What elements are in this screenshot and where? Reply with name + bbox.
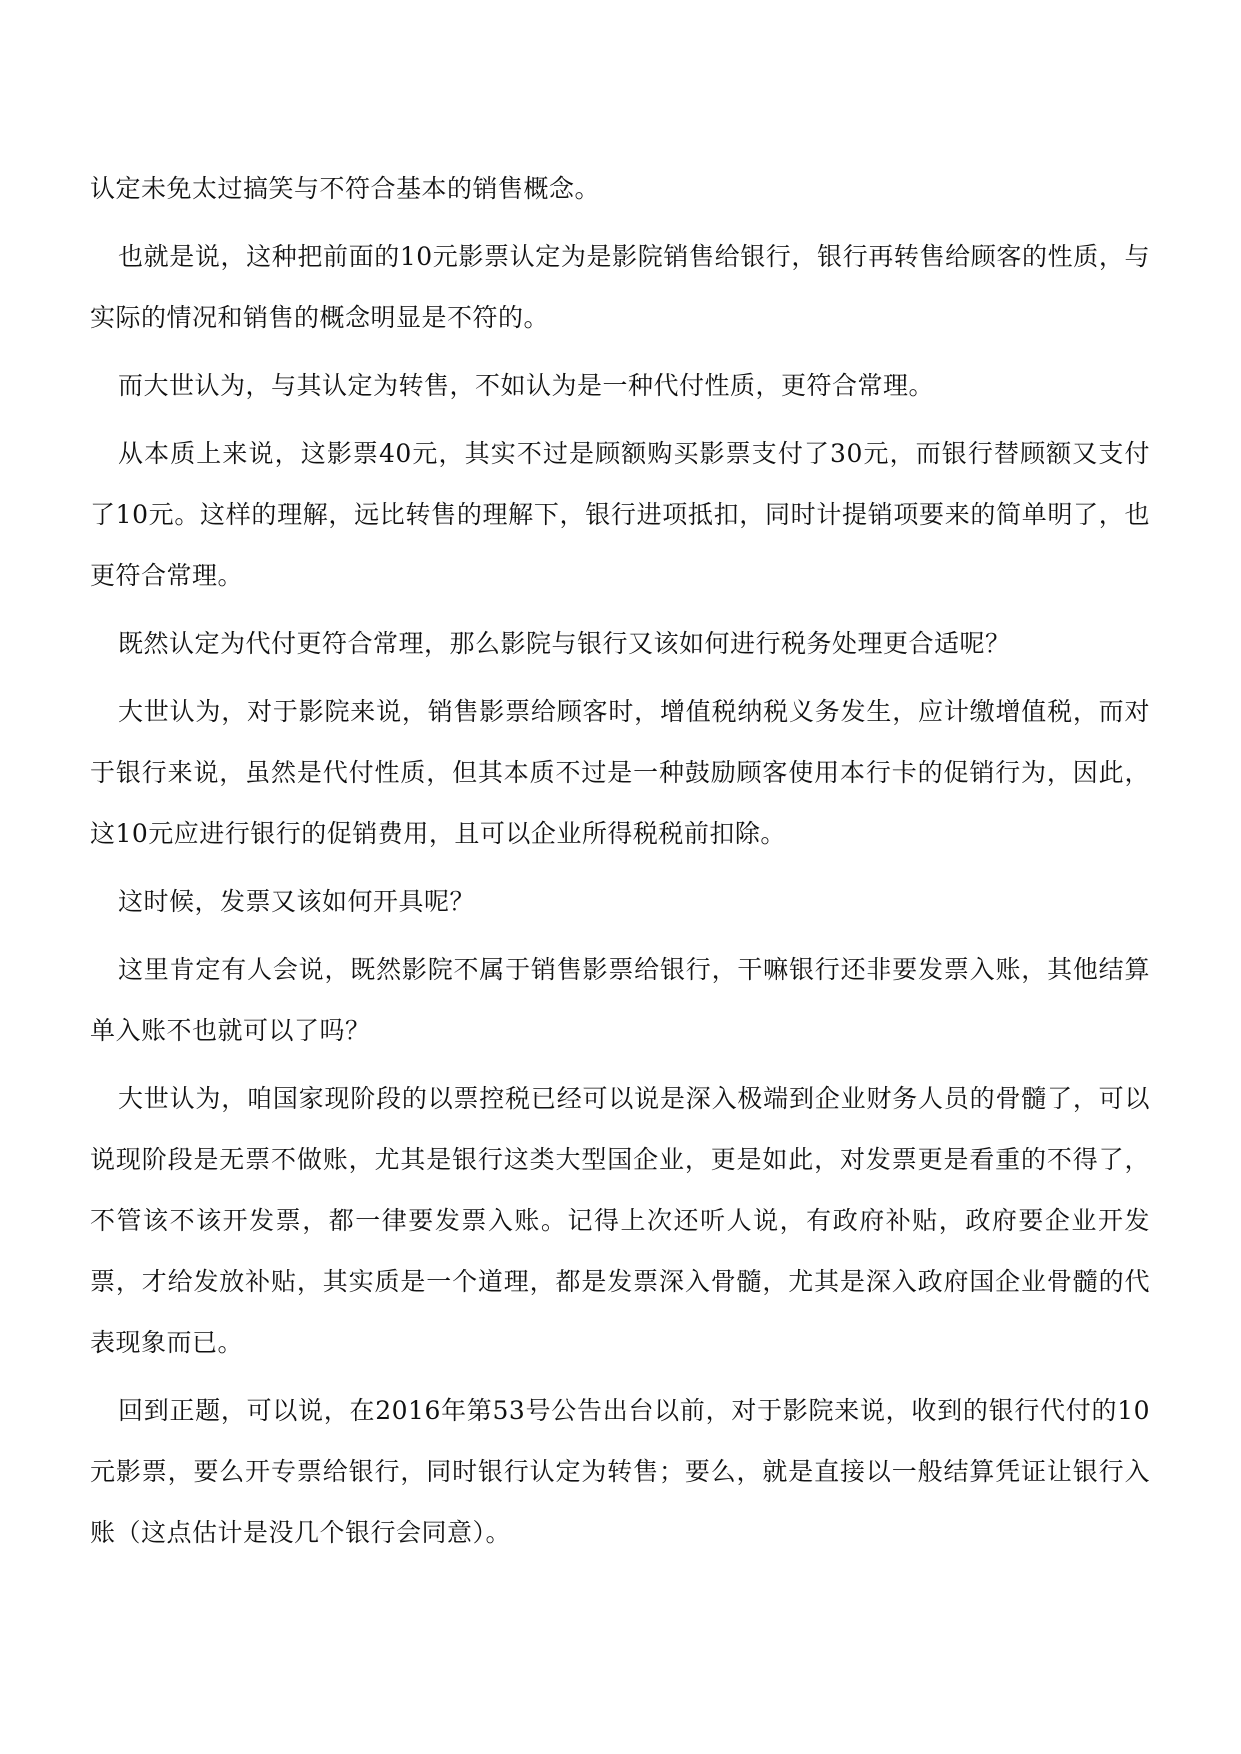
paragraph-4: 从本质上来说，这影票40元，其实不过是顾额购买影票支付了30元，而银行替顾额又支付了10元。这样的理解，远比转售的理解下，银行进项抵扣，同时计提销项要来的简单明了，也更符合常理。 bbox=[90, 439, 1150, 590]
paragraph-6: 大世认为，对于影院来说，销售影票给顾客时，增值税纳税义务发生，应计缴增值税，而对于银行来说，虽然是代付性质，但其本质不过是一种鼓励顾客使用本行卡的促销行为，因此，这10元应进行银行的促销费用，且可以企业所得税税前扣除。 bbox=[90, 697, 1150, 848]
paragraph-5: 既然认定为代付更符合常理，那么影院与银行又该如何进行税务处理更合适呢？ bbox=[118, 629, 1011, 658]
paragraph-1: 认定未免太过搞笑与不符合基本的销售概念。 bbox=[90, 174, 601, 203]
paragraph-7: 这时候，发票又该如何开具呢？ bbox=[118, 887, 476, 916]
paragraph-8: 这里肯定有人会说，既然影院不属于销售影票给银行，干嘛银行还非要发票入账，其他结算单入账不也就可以了吗？ bbox=[90, 955, 1150, 1045]
paragraph-10: 回到正题，可以说，在2016年第53号公告出台以前，对于影院来说，收到的银行代付的10元影票，要么开专票给银行，同时银行认定为转售；要么，就是直接以一般结算凭证让银行入账（这点估计是没几个银行会同意）。 bbox=[90, 1396, 1150, 1547]
paragraph-9: 大世认为，咱国家现阶段的以票控税已经可以说是深入极端到企业财务人员的骨髓了，可以说现阶段是无票不做账，尤其是银行这类大型国企业，更是如此，对发票更是看重的不得了，不管该不该开发票，都一律要发票入账。记得上次还听人说，有政府补贴，政府要企业开发票，才给发放补贴，其实质是一个道理，都是发票深入骨髓，尤其是深入政府国企业骨髓的代表现象而已。 bbox=[90, 1084, 1150, 1357]
paragraph-3: 而大世认为，与其认定为转售，不如认为是一种代付性质，更符合常理。 bbox=[118, 371, 935, 400]
document-body bbox=[90, 158, 1150, 1563]
paragraph-2: 也就是说，这种把前面的10元影票认定为是影院销售给银行，银行再转售给顾客的性质，与实际的情况和销售的概念明显是不符的。 bbox=[90, 242, 1150, 332]
